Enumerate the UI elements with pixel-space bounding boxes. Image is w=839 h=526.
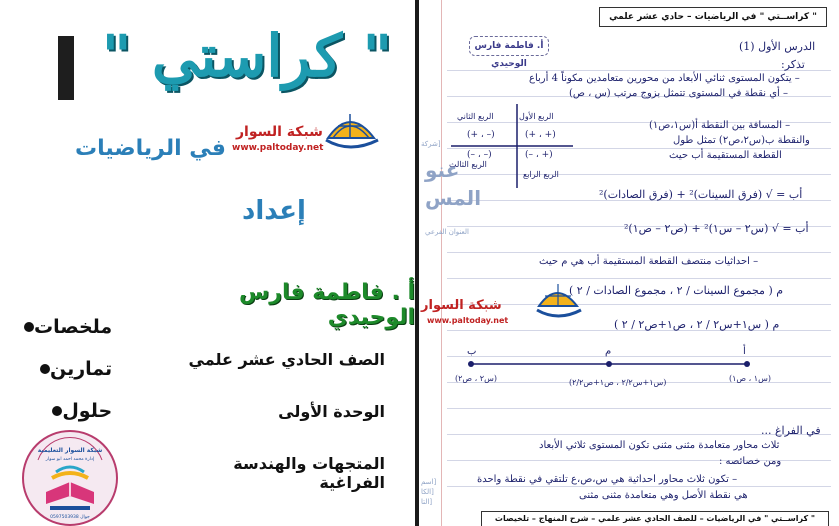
ghost-label: [شركة [421, 140, 441, 148]
ghost-label: العنوان الفرعي [425, 228, 469, 236]
logo-name: شبكة السوار [236, 124, 323, 140]
segment-diagram [459, 354, 759, 374]
ruled-line [447, 408, 831, 409]
point-b-coords: (س٢ ، ص٢) [455, 374, 497, 383]
open-book-icon [24, 432, 116, 524]
note-line: – احداثيات منتصف القطعة المستقيمة أب هي م حيث [539, 256, 759, 267]
cover-subject: في الرياضيات [75, 136, 226, 161]
note-line: ثلاث محاور متعامدة مثنى مثنى تكون المستوى ثلاثي الأبعاد [539, 440, 780, 451]
ghost-label: [الكا [421, 488, 434, 496]
distance-formula-2: أب = √ (س٢ – س١)² + (ص٢ – ص١)² [624, 222, 809, 235]
ghost-heading: عنو [425, 158, 460, 182]
lesson-title: الدرس الأول (1) [739, 40, 816, 53]
point-b: ب [467, 346, 477, 357]
list-item [24, 390, 112, 432]
quadrant-1-label: الربع الأول [519, 112, 554, 121]
bullet-dot-icon [40, 364, 50, 374]
bullet-label: حلول [62, 400, 113, 422]
cover-title: " كراستي " [101, 22, 393, 90]
note-line: – يتكون المستوى ثنائي الأبعاد من محورين متعامدين مكوناً 4 أرباع [529, 73, 800, 84]
author-tag: أ. فاطمة فارس الوحيدي [469, 36, 549, 56]
grade-label: الصف الحادي عشر علمي [188, 350, 385, 369]
page-margin-line [441, 0, 442, 526]
quadrant-3-label: الربع الثالث [449, 160, 487, 169]
unit-label: الوحدة الأولى [278, 402, 385, 421]
page-footer: " كراســتي " في الرياضيات – للصف الحادي عشر علمي – شرح المنهاج – تلخيصات [481, 511, 829, 526]
prepared-by-label: إعداد [242, 196, 306, 226]
note-line: هي نقطة الأصل وهي متعامدة مثنى مثنى [579, 490, 748, 501]
badge-phone: جوال 0597503938 [50, 515, 90, 520]
section-heading: في الفراغ ... [761, 424, 821, 437]
title-bar-decoration [58, 36, 74, 100]
notebook-page [419, 0, 839, 526]
ruled-line [447, 486, 831, 487]
logo-url: www.paltoday.net [232, 143, 324, 153]
quadrant-3-sign: (– ، –) [467, 150, 492, 160]
quadrant-1-sign: (+ ، +) [525, 130, 556, 140]
list-item [8, 348, 112, 390]
midpoint-formula-2: م ( س١+س٢ / ٢ ، ص١+ص٢ / ٢ ) [614, 318, 780, 331]
remember-label: تذكر: [781, 58, 805, 71]
badge-line2: إدارة محمد احمد ابو سوار [45, 457, 95, 462]
ruled-line [447, 252, 831, 253]
cover-page [0, 0, 415, 526]
quadrant-4-label: الربع الرابع [523, 170, 559, 179]
author-name: أ . فاطمة فارس الوحيدي [238, 280, 415, 330]
watermark-url: www.paltoday.net [427, 316, 509, 325]
quadrant-4-sign: (+ ، –) [525, 150, 553, 160]
note-line: ومن خصائصه : [719, 456, 782, 467]
note-line: – أي نقطة في المستوى تتمثل بزوج مرتب (س ، ص) [569, 88, 789, 99]
midpoint-formula: م ( مجموع السينات / ٢ ، مجموع الصادات / ٢ ) [569, 284, 784, 297]
list-item [16, 306, 112, 348]
topic-label: المتجهات والهندسة الفراغية [233, 454, 385, 492]
point-m: م [605, 346, 612, 357]
note-line: – المسافة بين النقطة أ(س١،ص١) [649, 120, 791, 131]
bullet-label: تمارين [49, 358, 113, 380]
point-m-coords: (س١+س٢/٢ ، ص١+ص٢/٢) [569, 378, 667, 387]
point-a: أ [743, 346, 746, 357]
point-a-coords: (س١ ، ص١) [729, 374, 771, 383]
page-header: " كراســتي " في الرياضيات – حادي عشر علمي [599, 7, 827, 27]
note-line: – تكون ثلاث محاور احداثية هي س،ص،ع تلتقي في نقطة واحدة [477, 474, 738, 485]
ghost-label: [التا [421, 498, 433, 506]
watermark-name: شبكة السوار [421, 298, 502, 313]
note-line: القطعة المستقيمة أب حيث [669, 150, 782, 161]
quadrant-2-sign: (– ، +) [467, 130, 495, 140]
bullet-label: ملخصات [34, 316, 113, 338]
features-list [8, 306, 112, 432]
quadrant-2-label: الربع الثاني [457, 112, 494, 121]
distance-formula: أب = √ (فرق السينات)² + (فرق الصادات)² [599, 188, 803, 201]
badge-line1: شبكة السوار التعليمية [37, 447, 103, 454]
course-info [175, 350, 385, 506]
note-line: والنقطة ب(س٢،ص٢) تمثل طول [673, 135, 810, 146]
network-badge [22, 430, 118, 526]
ghost-label: [اسم [421, 478, 437, 486]
bullet-dot-icon [24, 322, 34, 332]
ruled-line [447, 278, 831, 279]
ghost-heading: المس [425, 186, 482, 210]
bullet-dot-icon [52, 406, 62, 416]
